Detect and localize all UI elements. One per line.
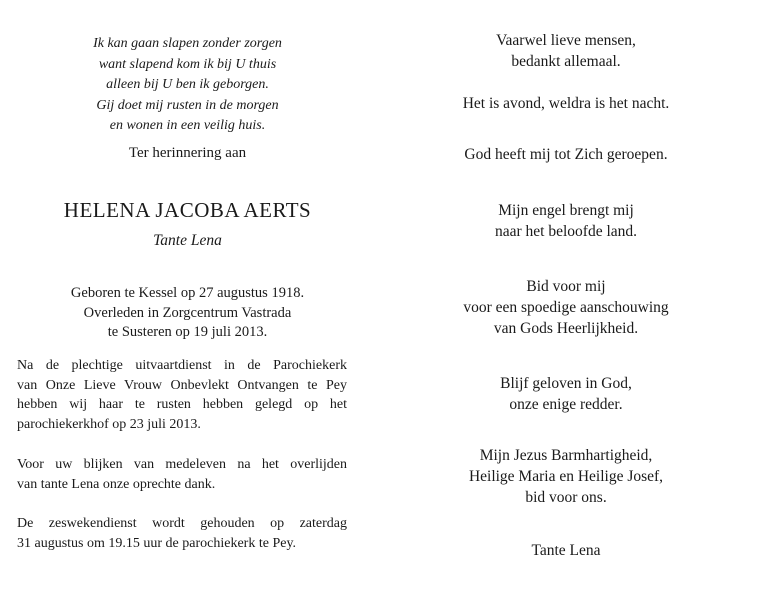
paragraph-line: 31 augustus om 19.15 uur de parochiekerk te Pey. (17, 535, 297, 551)
stanza-line: voor een spoedige aanschouwing (463, 299, 669, 316)
signature-line (375, 540, 757, 561)
right-panel (375, 0, 757, 593)
birth-line: Geboren te Kessel op 27 augustus 1918. (70, 285, 305, 301)
stanza-line: Heilige Maria en Heilige Josef, (468, 468, 664, 485)
paragraph-line: parochiekerkhof op 23 juli 2013. (17, 416, 201, 432)
stanza-line: Het is avond, weldra is het nacht. (462, 95, 670, 112)
stanza-line: Mijn engel brengt mij (498, 202, 634, 219)
left-panel (0, 0, 375, 593)
stanza-pray (375, 276, 757, 339)
poem-line: want slapend kom ik bij U thuis (98, 56, 277, 72)
poem-line: Ik kan gaan slapen zonder zorgen (93, 36, 282, 51)
stanza-angel (375, 200, 757, 242)
poem (0, 34, 375, 137)
stanza-called (375, 144, 757, 165)
thanks-paragraph (17, 455, 347, 494)
stanza-line: Blijf geloven in God, (500, 375, 632, 392)
funeral-paragraph (17, 356, 347, 434)
paragraph-line: Na de plechtige uitvaartdienst in de Parochiekerk (17, 358, 347, 373)
stanza-line: Tante Lena (531, 542, 601, 559)
poem-line: Gij doet mij rusten in de morgen (96, 97, 279, 113)
paragraph-line: van tante Lena onze oprechte dank. (17, 476, 216, 492)
stanza-line: bedankt allemaal. (511, 53, 621, 70)
paragraph-line: Voor uw blijken van medeleven na het overlijden (17, 457, 347, 472)
stanza-line: Mijn Jezus Barmhartigheid, (479, 447, 653, 464)
death-line: Overleden in Zorgcentrum Vastrada (83, 304, 292, 321)
stanza-prayer (375, 445, 757, 508)
stanza-line: Bid voor mij (526, 278, 606, 295)
poem-line: alleen bij U ben ik geborgen. (106, 77, 269, 92)
death-place-line: te Susteren op 19 juli 2013. (107, 324, 268, 340)
stanza-line: bid voor ons. (525, 489, 607, 506)
paragraph-line: De zeswekendienst wordt gehouden op zaterdag (17, 516, 347, 531)
poem-line: en wonen in een veilig huis. (109, 118, 266, 133)
remembrance-intro: Ter herinnering aan (128, 145, 247, 161)
stanza-farewell (375, 30, 757, 72)
stanza-line: naar het beloofde land. (494, 223, 638, 240)
stanza-line: Vaarwel lieve mensen, (496, 32, 636, 49)
stanza-believe (375, 373, 757, 415)
deceased-nickname: Tante Lena (153, 232, 222, 249)
stanza-evening (375, 93, 757, 114)
paragraph-line: hebben wij haar te rusten hebben gelegd op het (17, 397, 347, 412)
life-dates (0, 284, 375, 343)
stanza-line: God heeft mij tot Zich geroepen. (464, 146, 668, 163)
stanza-line: van Gods Heerlijkheid. (493, 320, 639, 337)
paragraph-line: van Onze Lieve Vrouw Onbevlekt Ontvangen te Pey (17, 377, 347, 393)
stanza-line: onze enige redder. (509, 396, 623, 413)
mass-paragraph (17, 514, 347, 553)
deceased-name: HELENA JACOBA AERTS (63, 198, 312, 222)
